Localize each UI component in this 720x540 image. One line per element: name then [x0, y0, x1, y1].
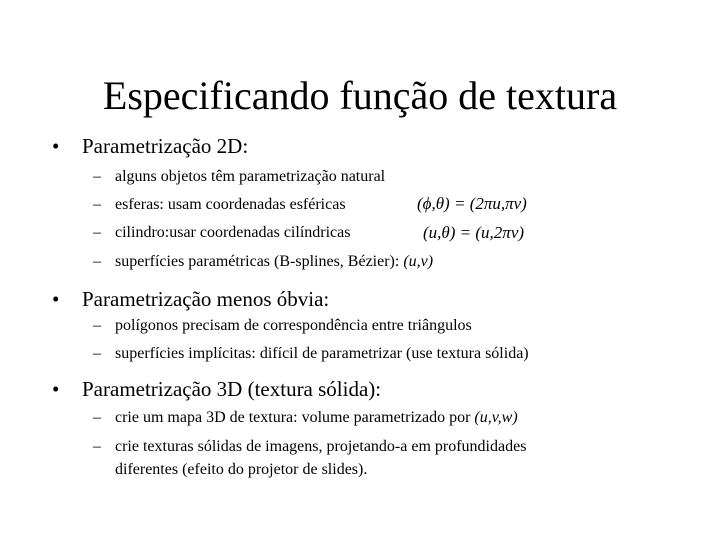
slide-title: Especificando função de textura — [102, 73, 618, 118]
bullet-parametrizacao-2d — [52, 132, 248, 160]
bullet-marker: • — [52, 287, 60, 311]
sub-item-text: crie um mapa 3D de textura: volume parametrizado por — [115, 409, 475, 426]
sub-item-text: polígonos precisam de correspondência entre triângulos — [115, 317, 472, 334]
sub-item — [93, 436, 526, 458]
sub-item — [93, 166, 385, 188]
dash-marker: – — [93, 317, 101, 334]
sub-item — [93, 315, 472, 337]
sub-item-text: crie texturas sólidas de imagens, projetando-a em profundidades — [115, 438, 527, 455]
sub-item-text: cilindro:usar coordenadas cilíndricas — [115, 224, 351, 241]
sub-item-continuation — [93, 459, 367, 481]
sub-item — [93, 343, 529, 365]
sub-item-text: alguns objetos têm parametrização natural — [115, 168, 386, 185]
sub-item-text: esferas: usam coordenadas esféricas — [115, 196, 346, 213]
bullet-heading: Parametrização menos óbvia: — [82, 287, 330, 311]
bullet-marker: • — [52, 134, 60, 158]
dash-marker: – — [93, 224, 101, 241]
sub-item — [93, 194, 346, 216]
sub-item — [93, 251, 433, 273]
sub-item — [93, 407, 518, 429]
dash-marker: – — [93, 253, 101, 270]
param-uv: (u,v) — [403, 253, 434, 270]
dash-marker: – — [93, 409, 101, 426]
dash-marker: – — [93, 196, 101, 213]
bullet-marker: • — [52, 377, 60, 401]
param-uvw: (u,v,w) — [474, 409, 518, 426]
bullet-heading: Parametrização 3D (textura sólida): — [82, 377, 382, 401]
sub-item-text: superfícies implícitas: difícil de parametrizar (use textura sólida) — [115, 345, 529, 362]
formula-cylindrical: (u,θ) = (u,2πv) — [423, 223, 525, 242]
sub-item-text: diferentes (efeito do projetor de slides). — [115, 461, 368, 478]
sub-item-text: superfícies paramétricas (B-splines, Bézier): — [115, 253, 404, 270]
dash-marker: – — [93, 438, 101, 455]
bullet-heading: Parametrização 2D: — [82, 134, 249, 158]
dash-marker: – — [93, 168, 101, 185]
dash-marker: – — [93, 345, 101, 362]
bullet-parametrizacao-menos-obvia — [52, 285, 329, 313]
sub-item — [93, 222, 350, 244]
bullet-parametrizacao-3d — [52, 375, 381, 403]
formula-spherical: (ϕ,θ) = (2πu,πv) — [417, 194, 527, 213]
